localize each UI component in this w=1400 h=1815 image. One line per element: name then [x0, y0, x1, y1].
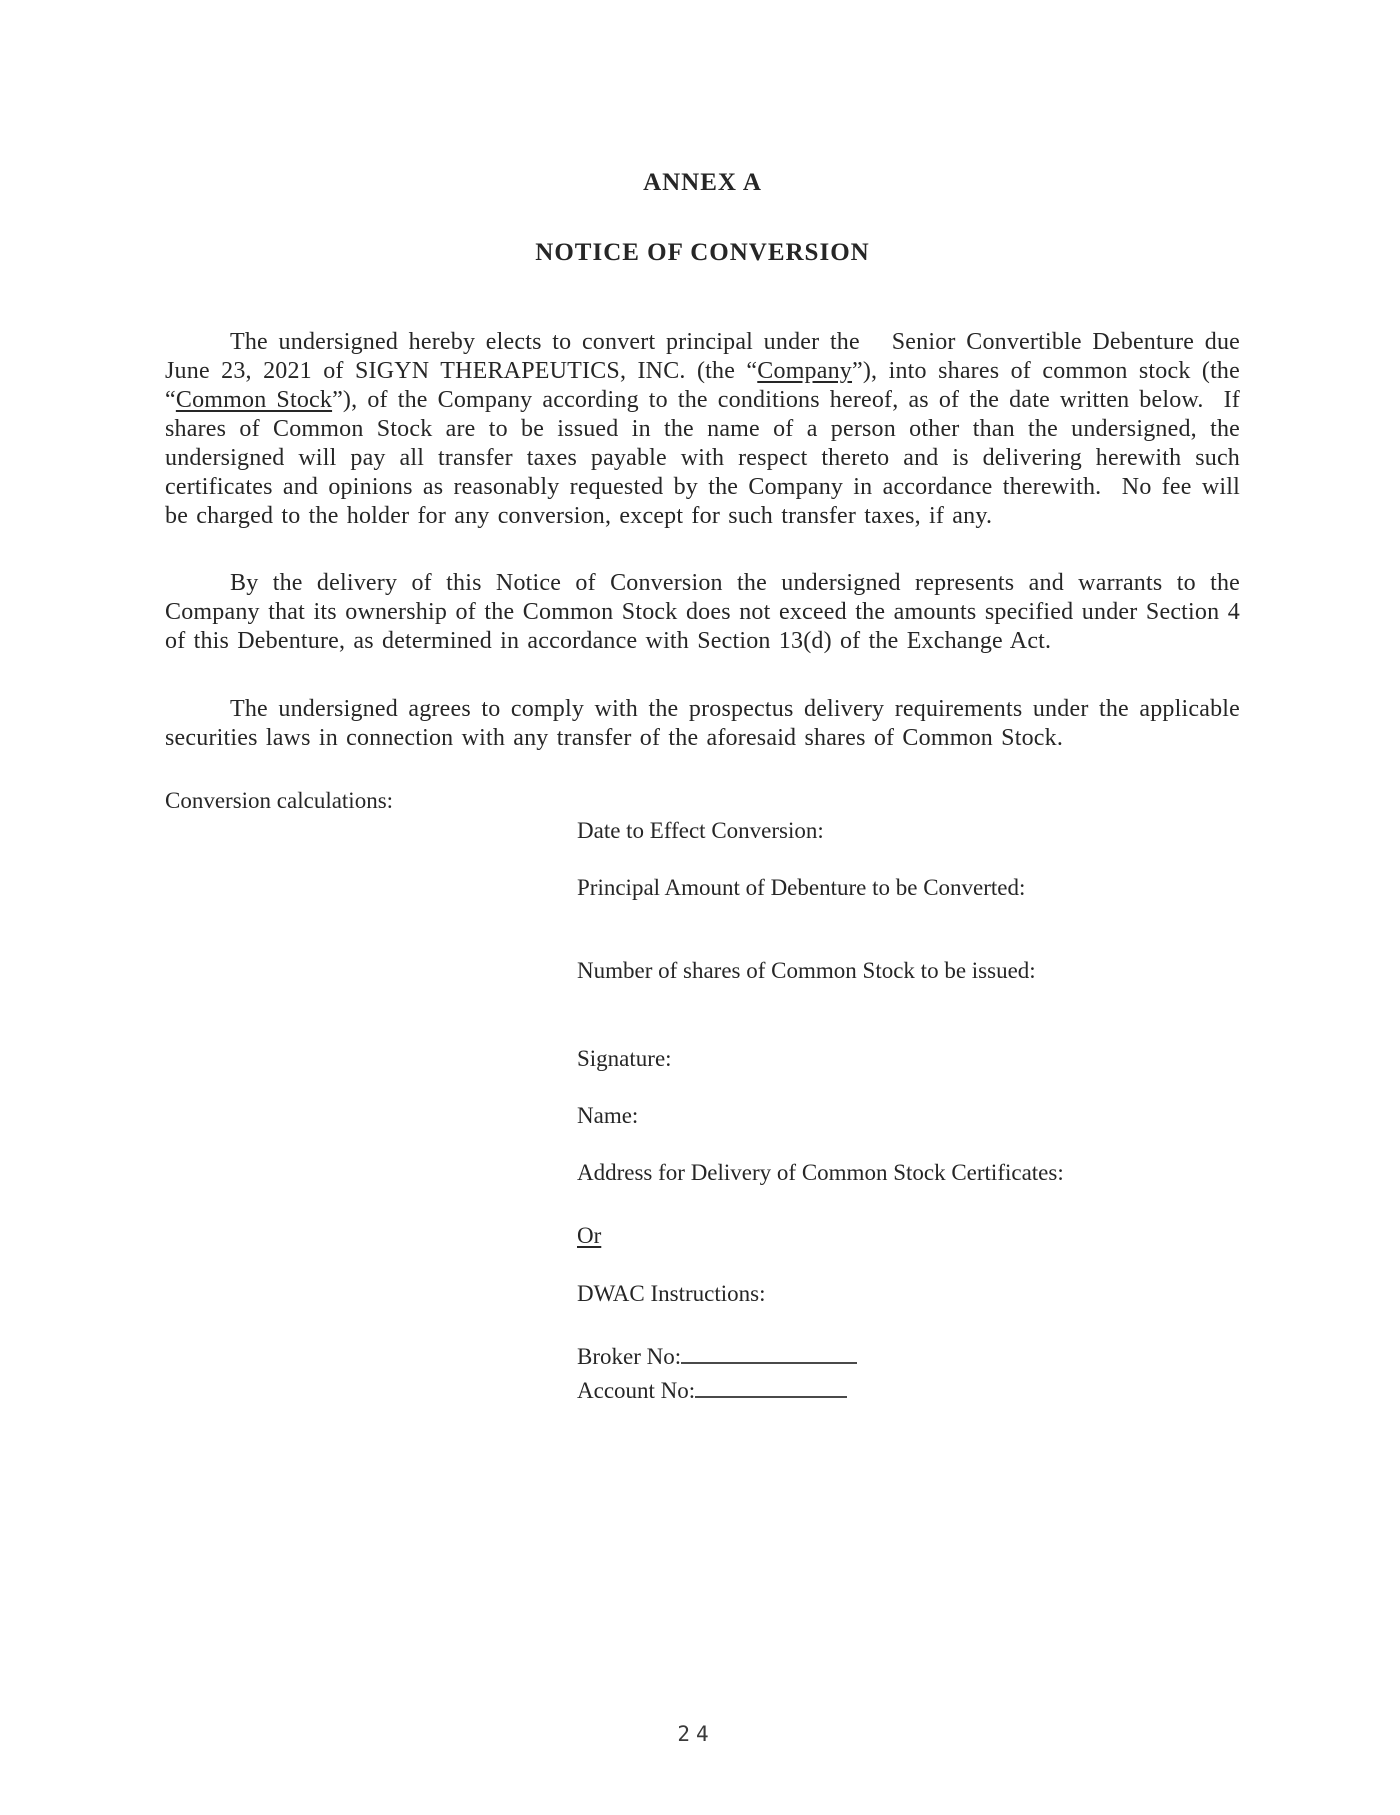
account-no-blank-line	[695, 1372, 847, 1398]
broker-no-blank-line	[681, 1338, 857, 1364]
conversion-calculations-label: Conversion calculations:	[165, 788, 394, 813]
or-separator	[577, 1221, 1240, 1250]
account-no-label: Account No:	[577, 1378, 696, 1404]
p1-segment-3: ”), of the Company according to the conditions hereof, as of the date written below. If shares of Common Stock are to be issued in the name of a person other than the undersigned, the undersigned will pay all transfer taxes payable with respect thereto and is delivering herewith such certificates and opinions as reasonably requested by the Company in accordance therewith. No fee will be charged to the holder for any conversion, except for such transfer taxes, if any.	[165, 387, 1240, 529]
number-of-shares-label: Number of shares of Common Stock to be issued:	[577, 958, 1036, 983]
document-content	[165, 168, 1240, 1405]
p1-segment-1: The undersigned hereby elects to convert principal under the Senior Convertible Debenture due June 23, 2021 of SIGYN THERAPEUTICS, INC. (the “	[165, 329, 1240, 384]
date-to-effect-conversion-label: Date to Effect Conversion:	[577, 818, 824, 843]
account-no-row	[577, 1372, 1240, 1405]
address-for-delivery-label: Address for Delivery of Common Stock Certificates:	[577, 1160, 1064, 1185]
page-number: 24	[677, 1722, 715, 1746]
company-term-underlined: Company	[757, 358, 853, 384]
name-label: Name:	[577, 1103, 639, 1128]
broker-no-label: Broker No:	[577, 1344, 682, 1370]
paragraph-representation-warranty: By the delivery of this Notice of Conversion the undersigned represents and warrants to the Company that its ownership of the Common Stock does not exceed the amounts specified under Section 4 of this Debenture, as determined in accordance with Section 13(d) of the Exchange Act.	[165, 570, 1240, 654]
broker-no-row	[577, 1338, 1240, 1371]
dwac-instructions-label: DWAC Instructions:	[577, 1281, 766, 1306]
notice-of-conversion-title: NOTICE OF CONVERSION	[535, 239, 870, 266]
paragraph-prospectus-delivery: The undersigned agrees to comply with the prospectus delivery requirements under the applicable securities laws in connection with any transfer of the aforesaid shares of Common Stock.	[165, 696, 1240, 751]
or-label-underlined: Or	[577, 1223, 602, 1248]
principal-amount-label: Principal Amount of Debenture to be Converted:	[577, 875, 1026, 900]
p1-segment-2: ”), into shares of common stock (the “	[165, 358, 1240, 413]
signature-label: Signature:	[577, 1046, 672, 1071]
annex-title: ANNEX A	[643, 169, 762, 196]
common-stock-term-underlined: Common Stock	[175, 387, 333, 413]
paragraph-election-to-convert	[165, 328, 1240, 531]
conversion-fields	[577, 816, 1240, 1405]
